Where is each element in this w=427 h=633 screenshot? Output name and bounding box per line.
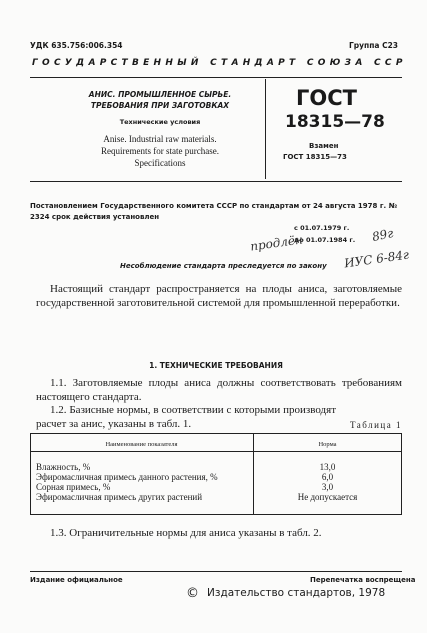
top-rule (30, 77, 402, 78)
table-header-norm: Норма (318, 441, 337, 448)
table-row-value: Не допускается (297, 492, 358, 502)
table-row-name: Сорная примесь, % (36, 482, 111, 492)
paragraph-1-2: 1.2. Базисные нормы, в соответствии с которыми производят расчет за анис, указаны в табл. 1. (36, 404, 336, 430)
noncompliance-notice: Несоблюдение стандарта преследуется по закону (120, 262, 327, 270)
table-row-name: Эфиромасличная примесь данного растения, % (36, 472, 218, 482)
paragraph-1-1: 1.1. Заготовляемые плоды аниса должны соответствовать требованиям настоящего стандарта. (36, 377, 402, 403)
table-header-divider (30, 451, 402, 452)
valid-from: с 01.07.1979 г. (294, 224, 350, 232)
table-row-value: 3,0 (321, 482, 334, 492)
official-edition: Издание официальное (30, 576, 123, 584)
group-code: Группа С23 (349, 41, 399, 50)
state-standard-banner: ГОСУДАРСТВЕННЫЙ СТАНДАРТ СОЮЗА ССР (32, 58, 407, 68)
section-heading: 1. ТЕХНИЧЕСКИЕ ТРЕБОВАНИЯ (149, 361, 283, 370)
handwritten-note: 89г (370, 225, 395, 245)
table-caption: Таблица 1 (350, 420, 402, 430)
handwritten-note: ИУС 6-84г (343, 247, 410, 271)
subtitle-russian: Технические условия (119, 118, 201, 126)
gost-number: 18315—78 (285, 112, 385, 132)
paragraph-1-3: 1.3. Ограничительные нормы для аниса указаны в табл. 2. (50, 527, 322, 539)
handwritten-note: продлён (249, 232, 304, 254)
title-bottom-rule (30, 181, 402, 182)
table-row-value: 6,0 (321, 472, 334, 482)
valid-until: до 01.07.1984 г. (294, 236, 356, 244)
reprint-forbidden: Перепечатка воспрещена (310, 576, 416, 584)
title-english: Anise. Industrial raw materials. Requirements for state purchase. Specifications (101, 134, 219, 168)
decree-text: Постановлением Государственного комитета СССР по стандартам от 24 августа 1978 г. № 2324 срок действия установлен (30, 202, 398, 221)
title-divider (265, 79, 266, 179)
udk-code: УДК 635.756:006.354 (30, 41, 123, 50)
replaces-label: Взамен (309, 142, 339, 150)
title-russian: АНИС. ПРОМЫШЛЕННОЕ СЫРЬЕ. ТРЕБОВАНИЯ ПРИ ЗАГОТОВКАХ (88, 90, 232, 110)
table-header-name: Наименование показателя (105, 441, 178, 448)
intro-paragraph: Настоящий стандарт распространяется на плоды аниса, заготовляемые государственной заготовительной системой для промышленной переработки. (36, 283, 402, 309)
footer-rule (30, 571, 402, 572)
table-row-name: Влажность, % (36, 462, 91, 472)
gost-label: ГОСТ (296, 86, 357, 110)
publisher: Издательство стандартов, 1978 (207, 587, 386, 599)
table-row-value: 13,0 (319, 462, 336, 472)
table-row-name: Эфиромасличная примесь других растений (36, 492, 203, 502)
copyright-icon: © (186, 586, 199, 601)
replaced-gost: ГОСТ 18315—73 (283, 153, 347, 161)
